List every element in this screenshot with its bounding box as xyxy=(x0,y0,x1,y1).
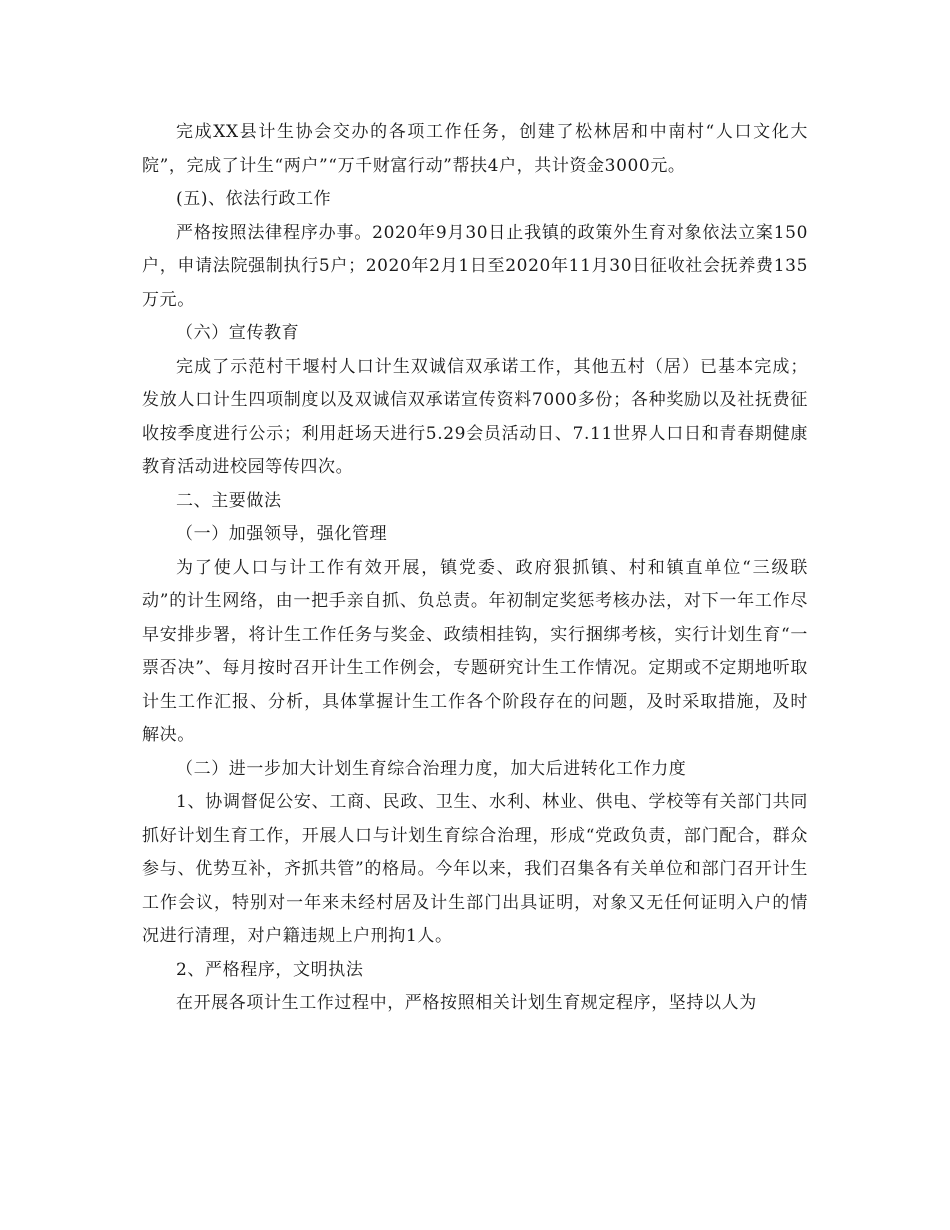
paragraph-leadership-details: 为了使人口与计工作有效开展，镇党委、政府狠抓镇、村和镇直单位“三级联动”的计生网络，由一把手亲自抓、负总责。年初制定奖惩考核办法，对下一年工作尽早安排步署，将计生工作任务与奖金、政绩相挂钩，实行捆绑考核，实行计划生育“一票否决”、每月按时召开计生工作例会，专题研究计生工作情况。定期或不定期地听取计生工作汇报、分析，具体掌握计生工作各个阶段存在的问题，及时采取措施，及时解决。 xyxy=(142,557,808,745)
heading-law-administration: (五)、依法行政工作 xyxy=(176,189,332,209)
heading-main-practices: 二、主要做法 xyxy=(176,490,282,511)
document-body xyxy=(142,116,808,1021)
paragraph-department-coordination: 1、协调督促公安、工商、民政、卫生、水利、林业、供电、学校等有关部门共同抓好计划生育工作，开展人口与计划生育综合治理，形成“党政负责，部门配合，群众参与、优势互补，齐抓共管”的格局。今年以来，我们召集各有关单位和部门召开计生工作会议，特别对一年来未经村居及计生部门出具证明，对象又无任何证明入户的情况进行清理，对户籍违规上户刑拘1人。 xyxy=(142,792,808,946)
paragraph-publicity-work: 完成了示范村干堰村人口计生双诚信双承诺工作，其他五村（居）已基本完成；发放人口计生四项制度以及双诚信双承诺宣传资料7000多份；各种奖励以及社抚费征收按季度进行公示；利用赶场天进行5.29会员活动日、7.11世界人口日和青春期健康教育活动进校园等传四次。 xyxy=(142,356,808,477)
paragraph-legal-procedure: 严格按照法律程序办事。2020年9月30日止我镇的政策外生育对象依法立案150户，申请法院强制执行5户；2020年2月1日至2020年11月30日征收社会抚养费135万元。 xyxy=(142,222,808,310)
paragraph-association-tasks: 完成XX县计生协会交办的各项工作任务，创建了松林居和中南村“人口文化大院”，完成了计生“两户”“万千财富行动”帮扶4户，共计资金3000元。 xyxy=(142,122,808,176)
heading-comprehensive-governance: （二）进一步加大计划生育综合治理力度，加大后进转化工作力度 xyxy=(176,758,687,779)
heading-publicity-education: （六）宣传教育 xyxy=(176,323,300,343)
heading-strict-procedure: 2、严格程序，文明执法 xyxy=(176,959,364,980)
paragraph-procedure-details: 在开展各项计生工作过程中，严格按照相关计划生育规定程序，坚持以人为 xyxy=(176,993,757,1013)
heading-strengthen-leadership: （一）加强领导，强化管理 xyxy=(176,524,388,544)
